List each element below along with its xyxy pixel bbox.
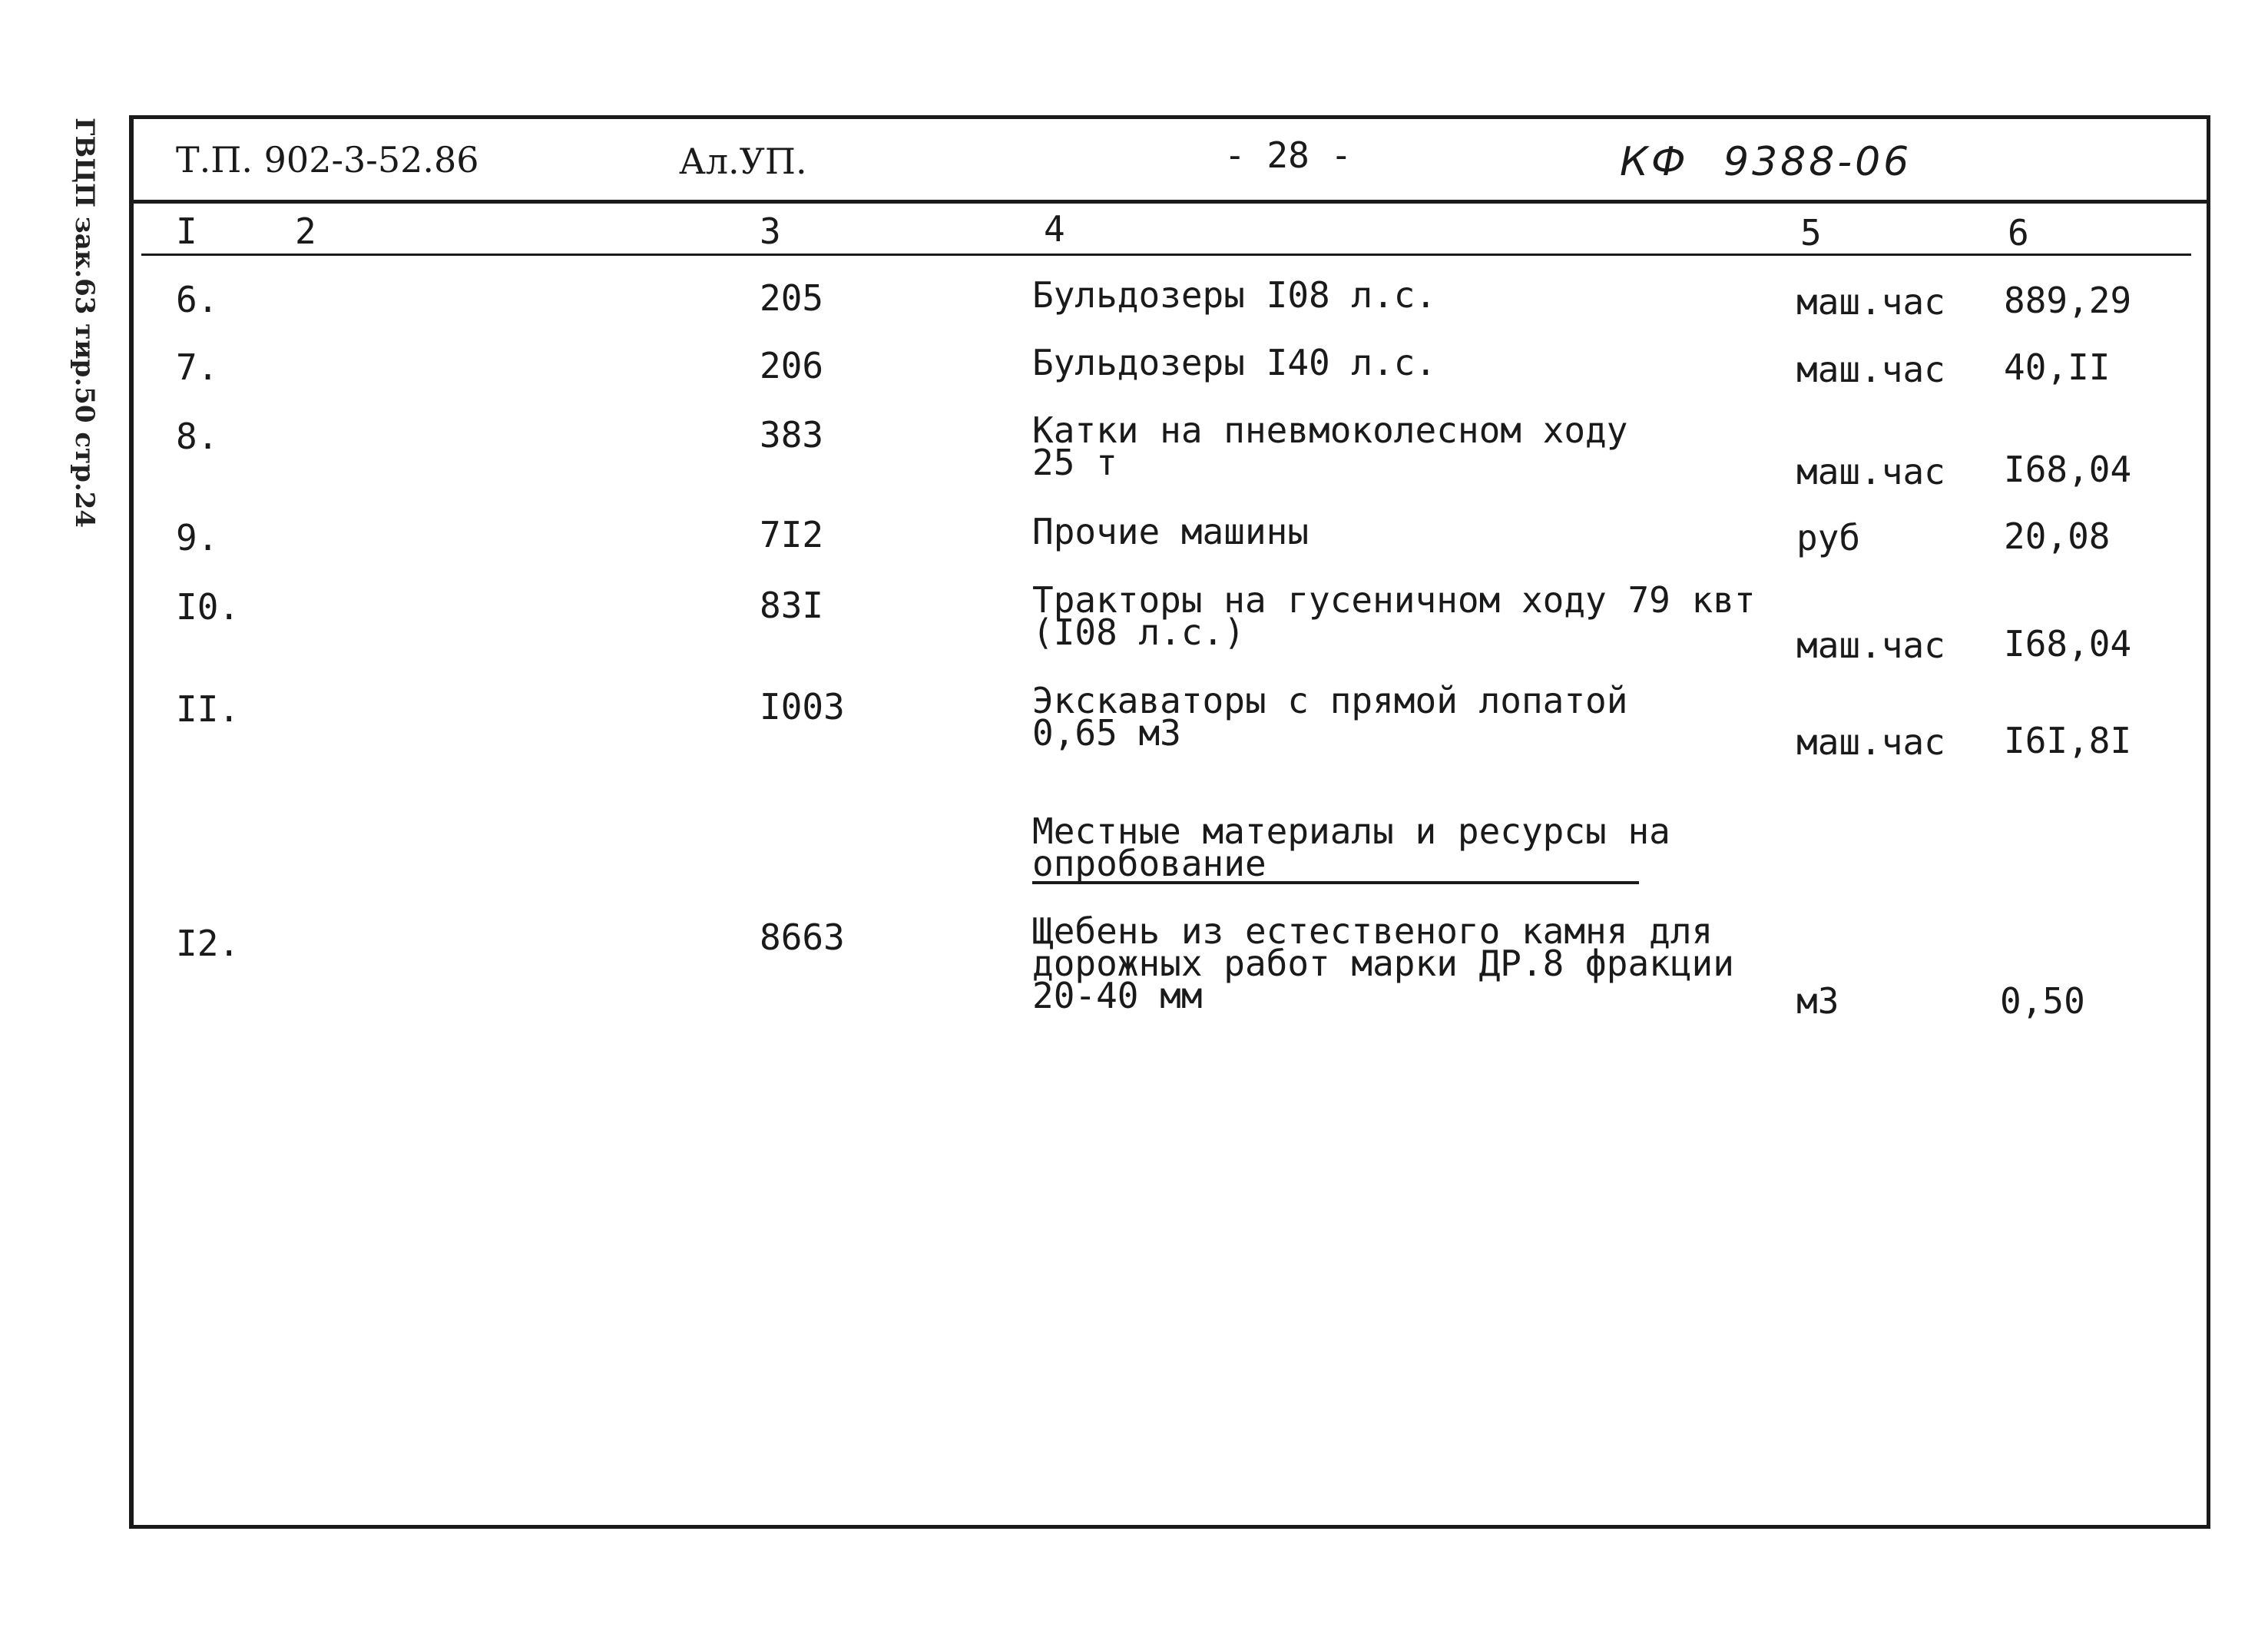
- row-unit: маш.час: [1796, 281, 1945, 323]
- row-desc: Экскаваторы с прямой лопатой 0,65 м3: [1032, 680, 1628, 754]
- row-unit: м3: [1796, 980, 1839, 1022]
- row-unit: маш.час: [1796, 721, 1945, 763]
- row-num: 9.: [176, 517, 219, 558]
- column-header-divider: [141, 254, 2191, 256]
- row-num: I0.: [176, 586, 240, 628]
- col-header-6: 6: [2008, 212, 2029, 254]
- doc-code: Т.П. 902-3-52.86: [176, 139, 479, 181]
- row-num: 7.: [176, 346, 219, 388]
- page-number: - 28 -: [1224, 134, 1353, 176]
- row-value: I68,04: [2004, 449, 2132, 490]
- col-header-1: I: [176, 210, 197, 252]
- col-header-2: 2: [295, 210, 316, 252]
- row-desc: Катки на пневмоколесном ходу 25 т: [1032, 409, 1628, 483]
- row-num: 8.: [176, 416, 219, 457]
- row-code: 83I: [760, 585, 824, 626]
- section-heading: Местные материалы и ресурсы на опробование: [1032, 810, 1670, 884]
- kf-number: 9388-06: [1723, 139, 1912, 185]
- document-frame: [129, 115, 2210, 1529]
- row-desc: Тракторы на гусеничном ходу 79 квт (I08 л.с.): [1032, 579, 1756, 653]
- kf-label: КФ: [1620, 139, 1689, 185]
- row-code: 383: [760, 414, 824, 456]
- row-value: I68,04: [2004, 623, 2132, 665]
- side-stamp: [31, 117, 138, 529]
- row-unit: маш.час: [1796, 451, 1945, 492]
- header-divider: [134, 200, 2207, 204]
- row-desc: Щебень из естественого камня для дорожных работ марки ДР.8 фракции 20-40 мм: [1032, 910, 1734, 1016]
- row-code: 205: [760, 277, 824, 319]
- row-desc: Бульдозеры I08 л.с.: [1032, 274, 1437, 316]
- album-label: Ал.УП.: [679, 141, 807, 182]
- row-value: 20,08: [2004, 515, 2111, 557]
- col-header-4: 4: [1044, 208, 1065, 250]
- row-code: 8663: [760, 916, 845, 958]
- row-desc: Прочие машины: [1032, 511, 1309, 552]
- row-code: 7I2: [760, 514, 824, 555]
- side-stamp-text: ГВЦП зак.63 тир.50 стр.24: [69, 117, 100, 529]
- row-value: 40,II: [2004, 346, 2111, 388]
- row-num: I2.: [176, 923, 240, 964]
- row-value: 889,29: [2004, 280, 2132, 321]
- col-header-5: 5: [1800, 212, 1822, 254]
- row-code: 206: [760, 345, 824, 386]
- row-unit: руб: [1796, 517, 1861, 558]
- row-code: I003: [760, 686, 845, 728]
- row-desc: Бульдозеры I40 л.с.: [1032, 342, 1437, 383]
- row-num: II.: [176, 688, 240, 730]
- row-num: 6.: [176, 279, 219, 320]
- col-header-3: 3: [760, 210, 781, 252]
- row-value: 0,50: [2000, 980, 2085, 1022]
- row-unit: маш.час: [1796, 625, 1945, 666]
- row-unit: маш.час: [1796, 349, 1945, 390]
- row-value: I6I,8I: [2004, 720, 2132, 761]
